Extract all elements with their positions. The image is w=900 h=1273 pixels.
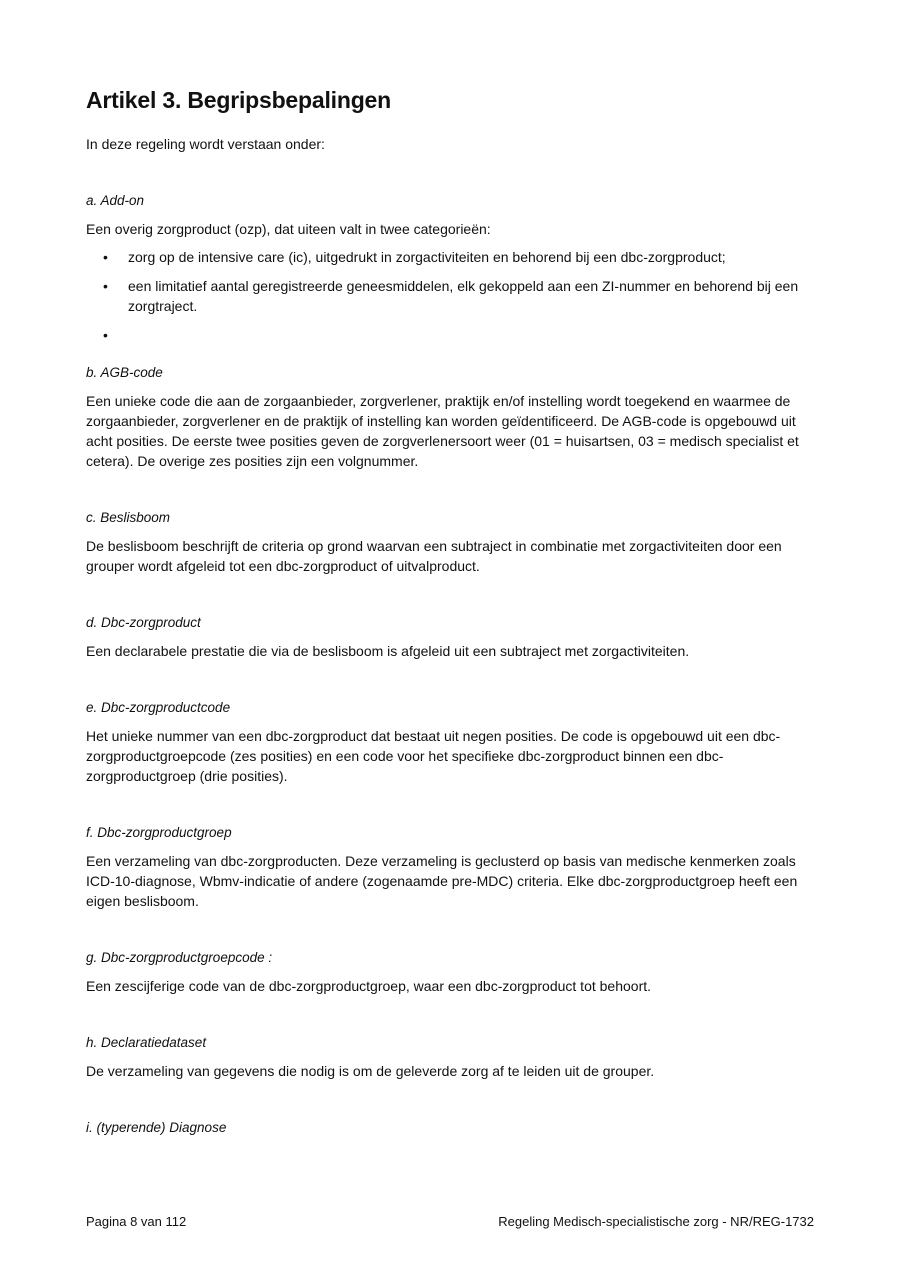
list-item-text: een limitatief aantal geregistreerde geneesmiddelen, elk gekoppeld aan een ZI-nummer en behorend bij een zorgtraject. <box>128 278 799 314</box>
definition-dbc-zorgproductgroep <box>86 823 816 911</box>
page-content <box>86 84 816 1146</box>
bullet-icon: • <box>103 278 108 294</box>
definition-term: c. Beslisboom <box>86 510 171 525</box>
page-number: Pagina 8 van 112 <box>86 1214 187 1229</box>
definition-term: i. (typerende) Diagnose <box>86 1120 227 1135</box>
definition-dbc-zorgproduct <box>86 613 816 661</box>
definition-beslisboom <box>86 508 816 576</box>
article-intro: In deze regeling wordt verstaan onder: <box>86 136 325 152</box>
bullet-list <box>86 247 816 345</box>
list-item <box>86 325 816 345</box>
definition-text: Een overig zorgproduct (ozp), dat uiteen valt in twee categorieën: <box>86 221 491 237</box>
definition-dbc-zorgproductcode <box>86 698 816 786</box>
list-item-text: zorg op de intensive care (ic), uitgedrukt in zorgactiviteiten en behorend bij een dbc-zorgproduct; <box>128 249 726 265</box>
definition-text: Een declarabele prestatie die via de beslisboom is afgeleid uit een subtraject met zorgactiviteiten. <box>86 643 690 659</box>
bullet-icon: • <box>103 327 108 343</box>
definition-text: De verzameling van gegevens die nodig is om de geleverde zorg af te leiden uit de grouper. <box>86 1063 655 1079</box>
definition-add-on <box>86 191 816 345</box>
definition-dbc-zorgproductgroepcode <box>86 948 816 996</box>
definition-term: e. Dbc-zorgproductcode <box>86 700 231 715</box>
list-item <box>86 276 816 316</box>
definition-text: Een verzameling van dbc-zorgproducten. Deze verzameling is geclusterd op basis van medische kenmerken zoals ICD-10-diagnose, Wbmv-indicatie of andere (zogenaamde pre-MDC) criteria. Elke dbc-zorgproductgroep heeft een eigen beslisboom. <box>86 853 798 909</box>
definition-term: b. AGB-code <box>86 365 163 380</box>
definition-text: De beslisboom beschrijft de criteria op grond waarvan een subtraject in combinatie met zorgactiviteiten door een grouper wordt afgeleid tot een dbc-zorgproduct of uitvalproduct. <box>86 538 782 574</box>
definition-term: g. Dbc-zorgproductgroepcode : <box>86 950 273 965</box>
definition-text: Een unieke code die aan de zorgaanbieder, zorgverlener, praktijk en/of instelling wordt toegekend en waarmee de zorgaanbieder, zorgverlener en de praktijk of instelling kan worden geïdentificeerd. De AGB-code is opgebouwd uit acht posities. De eerste twee posities geven de zorgverlenersoort weer (01 = huisartsen, 03 = medisch specialist et cetera). De overige zes posities zijn een volgnummer. <box>86 393 799 469</box>
list-item <box>86 247 816 267</box>
definition-term: h. Declaratiedataset <box>86 1035 207 1050</box>
document-reference: Regeling Medisch-specialistische zorg - NR/REG-1732 <box>498 1214 814 1229</box>
definition-term: a. Add-on <box>86 193 145 208</box>
definition-term: f. Dbc-zorgproductgroep <box>86 825 232 840</box>
definition-text: Het unieke nummer van een dbc-zorgproduct dat bestaat uit negen posities. De code is opgebouwd uit een dbc-zorgproductgroepcode (zes posities) en een code voor het specifieke dbc-zorgproduct binnen een dbc-zorgproductgroep (drie posities). <box>86 728 781 784</box>
definition-term: d. Dbc-zorgproduct <box>86 615 201 630</box>
definition-declaratiedataset <box>86 1033 816 1081</box>
article-title: Artikel 3. Begripsbepalingen <box>86 87 391 113</box>
definition-text: Een zescijferige code van de dbc-zorgproductgroep, waar een dbc-zorgproduct tot behoort. <box>86 978 652 994</box>
definition-typerende-diagnose <box>86 1118 816 1138</box>
definition-agb-code <box>86 363 816 471</box>
bullet-icon: • <box>103 249 108 265</box>
page-footer <box>86 1212 816 1232</box>
